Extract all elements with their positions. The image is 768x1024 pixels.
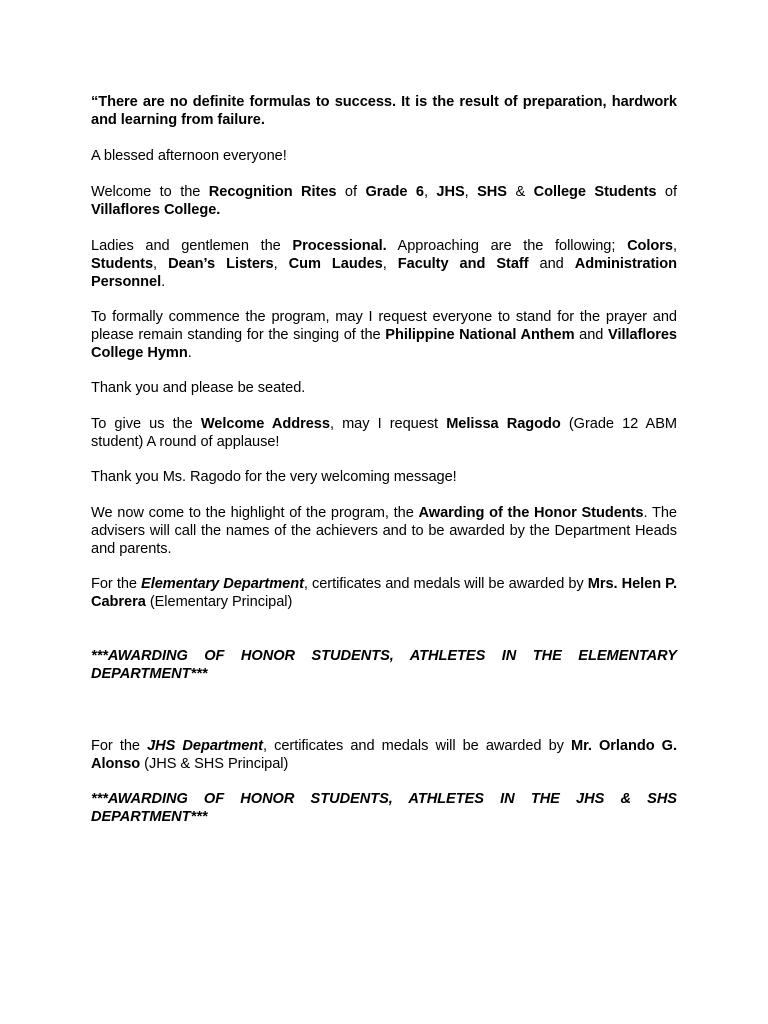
- seated-paragraph: Thank you and please be seated.: [91, 380, 306, 396]
- awarding-jhs-shs-heading: ***AWARDING OF HONOR STUDENTS, ATHLETES IN THE JHS & SHS DEPARTMENT***: [91, 791, 677, 825]
- jhs-paragraph: For the JHS Department, certificates and medals will be awarded by Mr. Orlando G. Alonso (JHS & SHS Principal): [91, 738, 677, 772]
- thanks-paragraph: Thank you Ms. Ragodo for the very welcoming message!: [91, 469, 457, 485]
- processional-paragraph: Ladies and gentlemen the Processional. Approaching are the following; Colors, Students, Dean’s Listers, Cum Laudes, Faculty and Staff and Administration Personnel.: [91, 238, 678, 290]
- welcome-paragraph: Welcome to the Recognition Rites of Grade 6, JHS, SHS & College Students of Villaflores College.: [91, 184, 677, 218]
- awarding-elementary-heading: ***AWARDING OF HONOR STUDENTS, ATHLETES IN THE ELEMENTARY DEPARTMENT***: [91, 648, 677, 682]
- highlight-paragraph: We now come to the highlight of the program, the Awarding of the Honor Students. The advisers will call the names of the achievers and to be awarded by the Department Heads and parents.: [91, 505, 677, 557]
- welcome-address-paragraph: To give us the Welcome Address, may I request Melissa Ragodo (Grade 12 ABM student) A round of applause!: [91, 416, 678, 450]
- elementary-paragraph: For the Elementary Department, certificates and medals will be awarded by Mrs. Helen P. Cabrera (Elementary Principal): [91, 576, 677, 610]
- commence-paragraph: To formally commence the program, may I request everyone to stand for the prayer and please remain standing for the singing of the Philippine National Anthem and Villaflores College Hymn.: [91, 309, 677, 361]
- opening-quote: “There are no definite formulas to success. It is the result of preparation, hardwork and learning from failure.: [91, 94, 677, 128]
- greeting-paragraph: A blessed afternoon everyone!: [91, 148, 287, 164]
